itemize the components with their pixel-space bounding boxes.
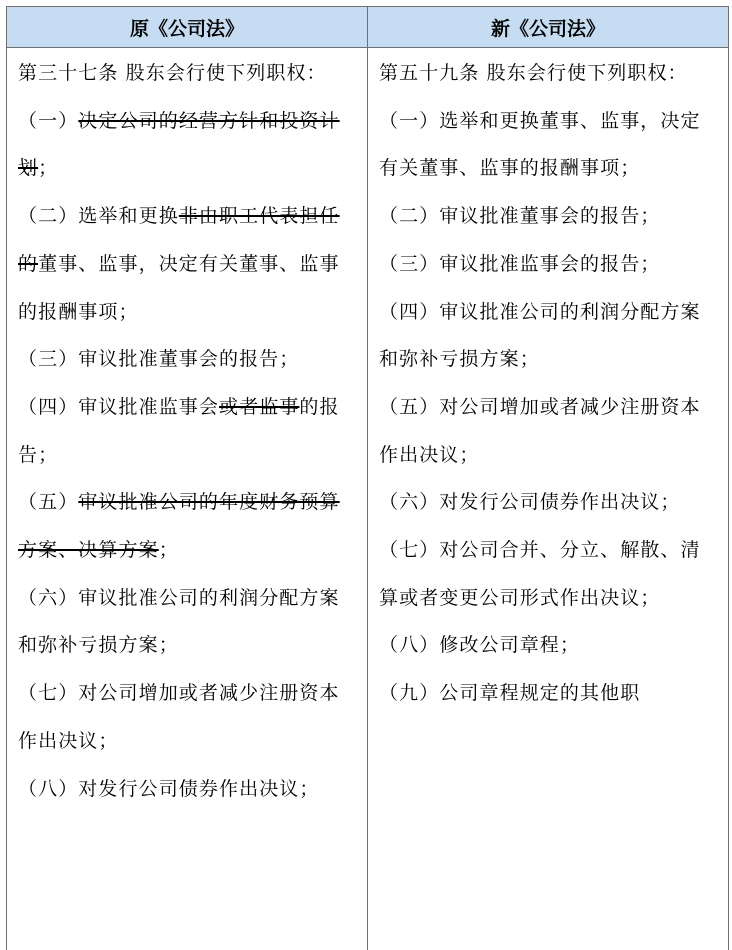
- clause-text: （五）对公司增加或者减少注册资本作出决议；: [379, 396, 701, 466]
- clause-text: （九）公司章程规定的其他职: [379, 682, 640, 704]
- clause-text: 第三十七条 股东会行使下列职权：: [18, 62, 327, 84]
- comparison-table: [6, 6, 729, 950]
- clause-paragraph: [18, 336, 359, 384]
- clause-text: ；: [159, 539, 179, 561]
- header-old-law: 原《公司法》: [7, 7, 368, 48]
- content-row: [7, 48, 729, 950]
- clause-text: （八）修改公司章程；: [379, 634, 580, 656]
- clause-text: （五）: [18, 491, 78, 513]
- clause-text: （六）对发行公司债券作出决议；: [379, 491, 681, 513]
- new-law-text: [379, 50, 720, 718]
- clause-text: 的报告；: [18, 396, 340, 466]
- clause-paragraph: [18, 766, 359, 814]
- clause-text: （一）: [18, 110, 78, 132]
- deleted-text: 审议批准公司的年度财务预算方案、决算方案: [18, 491, 340, 561]
- clause-paragraph: [379, 479, 720, 527]
- deleted-text: 非由职工代表担任的: [18, 205, 340, 275]
- clause-text: （八）对发行公司债券作出决议；: [18, 778, 320, 800]
- clause-text: （四）审议批准公司的利润分配方案和弥补亏损方案；: [379, 301, 701, 371]
- old-law-text: [18, 50, 359, 813]
- clause-paragraph: [18, 50, 359, 98]
- new-law-cell: [368, 48, 729, 950]
- clause-text: （三）审议批准董事会的报告；: [18, 348, 299, 370]
- clause-paragraph: [18, 479, 359, 574]
- clause-text: （四）审议批准监事会: [18, 396, 219, 418]
- clause-paragraph: [379, 622, 720, 670]
- clause-text: （三）审议批准监事会的报告；: [379, 253, 660, 275]
- clause-paragraph: [379, 289, 720, 384]
- clause-text: ；: [38, 157, 58, 179]
- header-row: [7, 7, 729, 48]
- clause-paragraph: [379, 241, 720, 289]
- clause-paragraph: [379, 50, 720, 98]
- clause-paragraph: [379, 193, 720, 241]
- clause-paragraph: [18, 98, 359, 193]
- clause-text: （六）审议批准公司的利润分配方案和弥补亏损方案；: [18, 587, 340, 657]
- clause-paragraph: [379, 527, 720, 622]
- clause-paragraph: [379, 670, 720, 718]
- clause-text: （二）审议批准董事会的报告；: [379, 205, 660, 227]
- clause-paragraph: [379, 98, 720, 193]
- deleted-text: 决定公司的经营方针和投资计划: [18, 110, 340, 180]
- deleted-text: 或者监事: [219, 396, 299, 418]
- header-new-law: 新《公司法》: [368, 7, 729, 48]
- clause-text: 董事、监事，决定有关董事、监事的报酬事项；: [18, 253, 340, 323]
- clause-paragraph: [18, 384, 359, 479]
- clause-text: （七）对公司增加或者减少注册资本作出决议；: [18, 682, 340, 752]
- clause-text: （二）选举和更换: [18, 205, 179, 227]
- old-law-cell: [7, 48, 368, 950]
- clause-text: 第五十九条 股东会行使下列职权：: [379, 62, 688, 84]
- clause-paragraph: [18, 575, 359, 670]
- clause-paragraph: [18, 193, 359, 336]
- clause-text: （一）选举和更换董事、监事，决定有关董事、监事的报酬事项；: [379, 110, 701, 180]
- clause-paragraph: [379, 384, 720, 479]
- clause-text: （七）对公司合并、分立、解散、清算或者变更公司形式作出决议；: [379, 539, 701, 609]
- clause-paragraph: [18, 670, 359, 765]
